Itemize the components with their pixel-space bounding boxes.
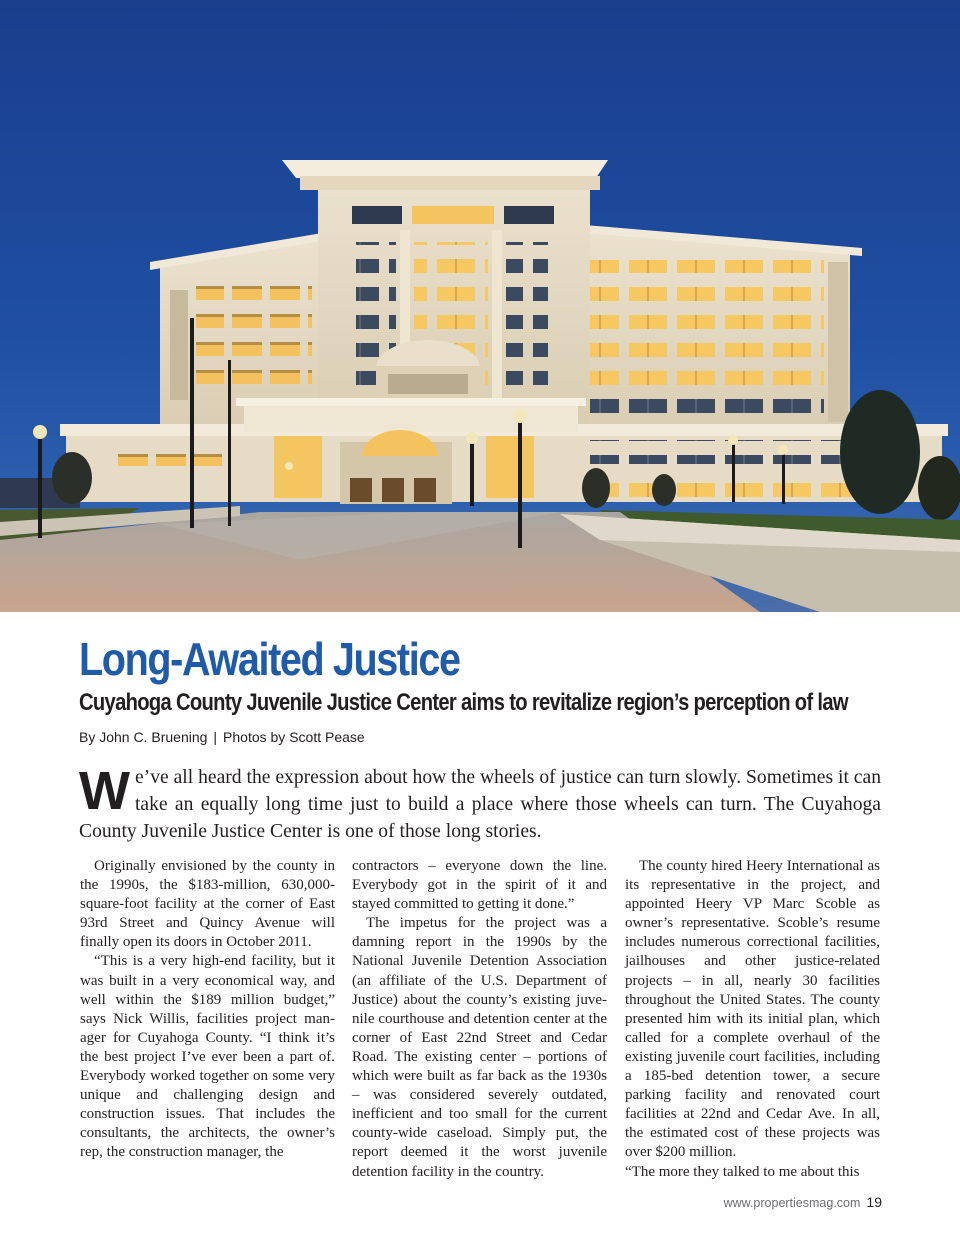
byline-photos: Photos by Scott Pease (223, 729, 365, 745)
paragraph: The county hired Heery International as its representative in the project, and appointed Heery VP Marc Scoble as owner’s representative. Scoble’s resume includes numerous correctional facilities, jailhouses and other justice-related projects – in all, nearly 30 facilities throughout the United States. The county presented him with its initial plan, which called for a complete overhaul of the existing juvenile court facilities, including a 185-bed detention tower, a secure parking facility and renovated court facilities at 22nd and Cedar Ave. In all, the estimated cost of these projects was over $200 million. (625, 858, 880, 1161)
page-footer (724, 1194, 882, 1210)
footer-url[interactable]: www.propertiesmag.com (723, 1196, 861, 1210)
paragraph: contractors – everyone down the line. Everybody got in the spirit of it and stayed committed to getting it done.” (352, 858, 607, 913)
article-subtitle: Cuyahoga County Juvenile Justice Center aims to revitalize region’s perception of law (79, 689, 848, 716)
page-number: 19 (866, 1194, 882, 1210)
body-column-1 (80, 857, 335, 1163)
byline (79, 727, 365, 747)
paragraph: Originally envisioned by the county in the 1990s, the $183-million, 630,000-square-foot facility at the corner of East 93rd Street and Quincy Avenue will finally open its doors in October 2011. (80, 858, 335, 951)
byline-author: By John C. Bruening (79, 729, 208, 745)
hero-photo (0, 0, 960, 612)
paragraph: “The more they talked to me about this (625, 1163, 860, 1180)
body-column-3 (625, 857, 880, 1182)
justice-center-building-photo (0, 0, 960, 612)
paragraph: The impetus for the project was a damning report in the 1990s by the National Juvenile Detention Association (an affiliate of the U.S. Department of Justice) about the county’s existing juvenile courthouse and detention center at the corner of East 22nd Street and Cedar Road. The existing center – portions of which were built as far back as the 1930s – was considered severely outdated, inefficient and too small for the current county-wide caseload. Simply put, the report deemed it the worst juvenile detention facility in the country. (352, 915, 607, 1180)
drop-cap: W (79, 761, 130, 821)
body-column-2 (352, 857, 607, 1182)
article-title: Long-Awaited Justice (79, 633, 460, 685)
lead-text: e’ve all heard the expression about how the wheels of justice can turn slowly. Sometimes it can take an equally long time just to build a place where those wheels can turn. The Cuyahoga County Juvenile Justice Center is one of those long stories. (79, 767, 881, 842)
paragraph: “This is a very high-end facility, but it was built in a very economical way, and well within the $189 million budget,” says Nick Willis, facilities project manager for Cuyahoga County. “I think it’s the best project I’ve ever been a part of. Everybody worked together on some very unique and challenging design and construction issues. That includes the consultants, the architects, the owner’s rep, the construction manager, the (80, 953, 335, 1161)
byline-separator: | (213, 729, 218, 745)
lead-paragraph (79, 761, 881, 845)
